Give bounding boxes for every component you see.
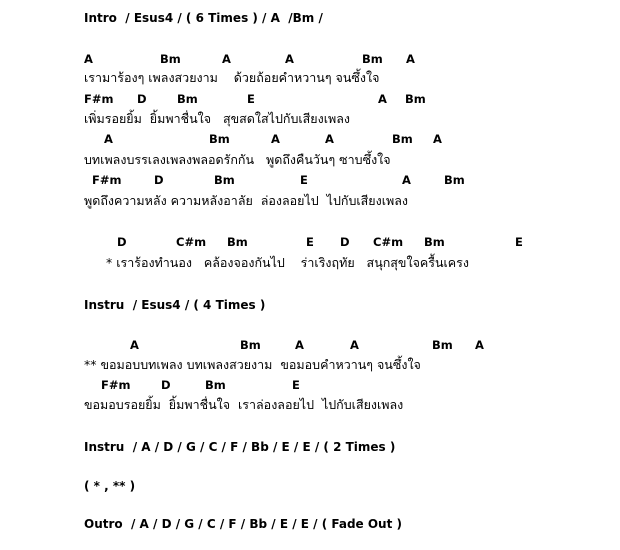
chord: A: [378, 92, 387, 106]
outro-line: Outro / A / D / G / C / F / Bb / E / E / ( Fade Out ): [84, 517, 402, 531]
chord-row: [0, 134, 620, 148]
chord: E: [300, 173, 308, 187]
lyric-line: ** ขอมอบบทเพลง บทเพลงสวยงาม ขอมอบคำหวานๆ จนซึ้งใจ: [84, 357, 421, 372]
chord: A: [84, 52, 93, 66]
chord: A: [406, 52, 415, 66]
repeat-marker: ( * , ** ): [84, 479, 136, 493]
chord: A: [271, 132, 280, 146]
chord: Bm: [432, 338, 453, 352]
chord: A: [350, 338, 359, 352]
chord: D: [154, 173, 164, 187]
lyric-line: ขอมอบรอยยิ้ม ยิ้มพาชื่นใจ เราล่องลอยไป ไปกับเสียงเพลง: [84, 397, 404, 412]
chord: F#m: [84, 92, 114, 106]
chord-row: [0, 94, 620, 108]
chord: Bm: [160, 52, 181, 66]
chord: Bm: [205, 378, 226, 392]
chord: E: [515, 235, 523, 249]
chord: A: [222, 52, 231, 66]
chord: E: [247, 92, 255, 106]
instru-line: Instru / A / D / G / C / F / Bb / E / E / ( 2 Times ): [84, 440, 396, 454]
lyric-line: เรามาร้องๆ เพลงสวยงาม ด้วยถ้อยคำหวานๆ จนซึ้งใจ: [84, 70, 380, 85]
lyric-line: * เราร้องทำนอง คล้องจองกันไป ร่าเริงฤทัย สนุกสุขใจครื้นเครง: [106, 255, 469, 270]
chord: Bm: [362, 52, 383, 66]
chord: E: [292, 378, 300, 392]
chord: A: [433, 132, 442, 146]
chord: Bm: [240, 338, 261, 352]
instru-line: Instru / Esus4 / ( 4 Times ): [84, 298, 266, 312]
chord: Bm: [444, 173, 465, 187]
chord: D: [340, 235, 350, 249]
lyric-line: เพิ่มรอยยิ้ม ยิ้มพาชื่นใจ สุขสดใสไปกับเสียงเพลง: [84, 111, 350, 126]
chord: Bm: [424, 235, 445, 249]
chord: F#m: [92, 173, 122, 187]
chord: A: [130, 338, 139, 352]
chord: D: [117, 235, 127, 249]
chord: Bm: [214, 173, 235, 187]
chord: E: [306, 235, 314, 249]
chord-row: [0, 380, 620, 394]
chord: A: [104, 132, 113, 146]
chord: D: [161, 378, 171, 392]
chord: A: [285, 52, 294, 66]
chord-row: [0, 54, 620, 68]
chord: C#m: [373, 235, 404, 249]
chord: Bm: [209, 132, 230, 146]
chord: A: [295, 338, 304, 352]
chord: A: [475, 338, 484, 352]
chord: F#m: [101, 378, 131, 392]
chord-row: [0, 175, 620, 189]
intro-line: Intro / Esus4 / ( 6 Times ) / A /Bm /: [84, 11, 323, 25]
chord-row: [0, 340, 620, 354]
chord: Bm: [227, 235, 248, 249]
chord: Bm: [177, 92, 198, 106]
chord: D: [137, 92, 147, 106]
lyric-line: พูดถึงความหลัง ความหลังอาลัย ล่องลอยไป ไปกับเสียงเพลง: [84, 193, 409, 208]
chord: A: [402, 173, 411, 187]
chord: C#m: [176, 235, 207, 249]
chord-row: [0, 237, 620, 251]
chord: Bm: [392, 132, 413, 146]
chord: A: [325, 132, 334, 146]
lyric-line: บทเพลงบรรเลงเพลงพลอดรักกัน พูดถึงคืนวันๆ ซาบซึ้งใจ: [84, 152, 391, 167]
chord: Bm: [405, 92, 426, 106]
